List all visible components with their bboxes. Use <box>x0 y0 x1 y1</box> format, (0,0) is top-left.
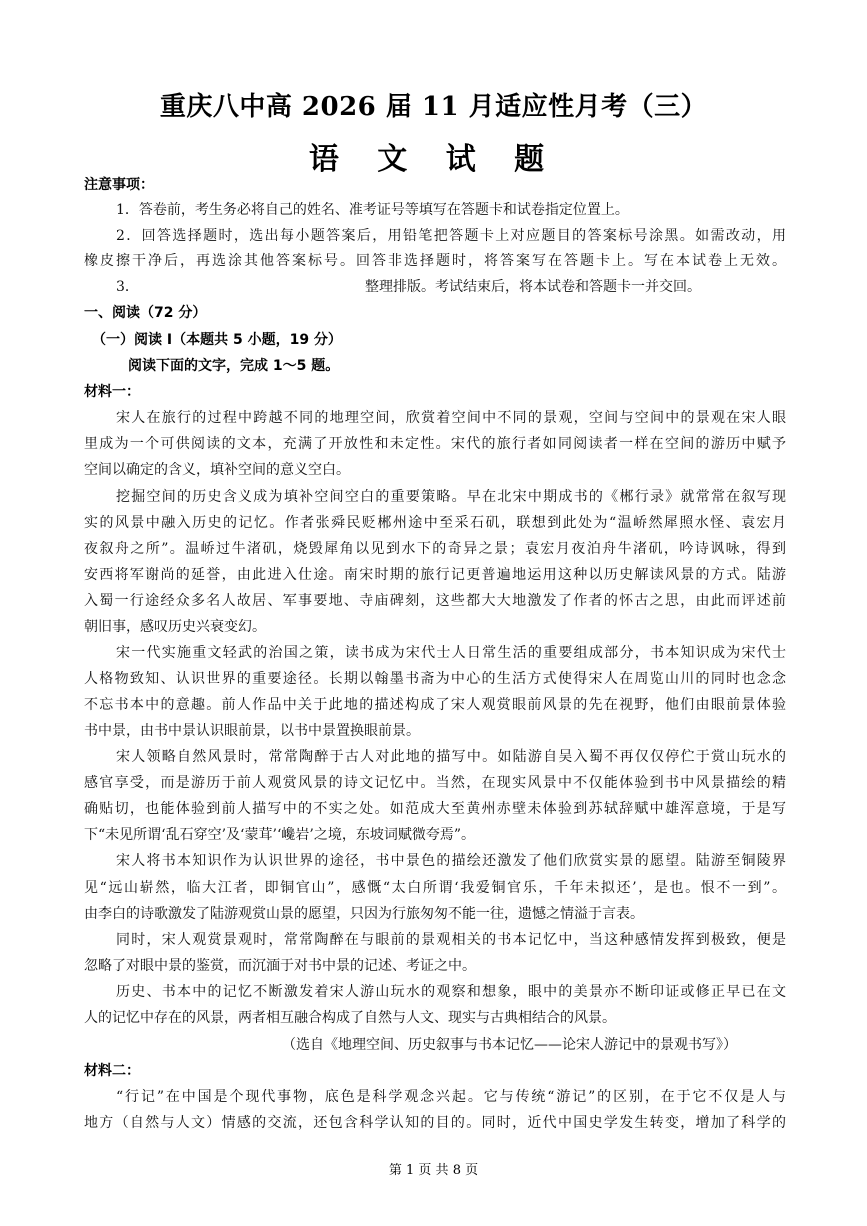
note-item-2-line-2: 橡皮擦干净后，再选涂其他答案标号。回答非选择题时，将答案写在答题卡上。写在本试卷上无效。 <box>84 253 786 269</box>
material-2-line: 地方（自然与人文）情感的交流，还包含科学认知的目的。同时，近代中国史学发生转变，增加了科学的 <box>84 1115 786 1131</box>
material-1-line: 宋人在旅行的过程中跨越不同的地理空间，欣赏着空间中不同的景观，空间与空间中的景观在宋人眼 <box>116 410 786 426</box>
material-1-line: 宋人将书本知识作为认识世界的途径，书中景色的描绘还激发了他们欣赏实景的愿望。陆游至铜陵界 <box>116 853 786 869</box>
material-1-line: 下“未见所谓‘乱石穿空’及‘蒙茸’‘巉岩’之境，东坡词赋微夸焉”。 <box>84 827 476 843</box>
material-1-line: 人的记忆中存在的风景，两者相互融合构成了自然与人文、现实与古典相结合的风景。 <box>84 1010 616 1026</box>
material-1-line: 见“远山崭然，临大江者，即铜官山”，感慨“太白所谓‘我爱铜官乐，千年未拟还’，是也。恨不一到”。 <box>84 880 786 896</box>
material-1-line: 夜叙舟之所”。温峤过牛渚矶，烧毁犀角以见到水下的奇异之景；袁宏月夜泊舟牛渚矶，吟诗讽咏，得到 <box>84 541 786 557</box>
material-1-line: 安西将军谢尚的延誉，由此进入仕途。南宋时期的旅行记更普遍地运用这种以历史解读风景的方式。陆游 <box>84 567 786 583</box>
material-2-heading: 材料二： <box>84 1063 140 1079</box>
material-1-line: 挖掘空间的历史含义成为填补空间空白的重要策略。早在北宋中期成书的《郴行录》就常常在叙写现 <box>116 489 786 505</box>
material-1-line: 宋人领略自然风景时，常常陶醉于古人对此地的描写中。如陆游自吴入蜀不再仅仅停伫于赏山玩水的 <box>116 749 786 765</box>
note-item-1: 1．答卷前，考生务必将自己的姓名、准考证号等填写在答题卡和试卷指定位置上。 <box>116 202 629 218</box>
material-1-line: 感官享受，而是游历于前人观赏风景的诗文记忆中。当然，在现实风景中不仅能体验到书中风景描绘的精 <box>84 775 786 791</box>
material-1-line: 书中景，由书中景认识眼前景，以书中景置换眼前景。 <box>84 723 420 739</box>
material-1-source: （选自《地理空间、历史叙事与书本记忆——论宋人游记中的景观书写》） <box>282 1037 737 1053</box>
material-1-line: 不忘书本中的意趣。前人作品中关于此地的描述构成了宋人观赏眼前风景的先在视野，他们由眼前景体验 <box>84 697 786 713</box>
material-2-line: “行记”在中国是个现代事物，底色是科学观念兴起。它与传统“游记”的区别，在于它不仅是人与 <box>116 1089 786 1105</box>
reading-instruction: 阅读下面的文字，完成 1～5 题。 <box>128 358 340 374</box>
notes-heading: 注意事项： <box>84 177 154 193</box>
note-item-3-text: 整理排版。考试结束后，将本试卷和答题卡一并交回。 <box>365 279 701 295</box>
material-1-line: 入蜀一行途经众多名人故居、军事要地、寺庙碑刻，这些都大大地激发了作者的怀古之思，由此而评述前 <box>84 593 786 609</box>
exam-title: 重庆八中高 2026 届 11 月适应性月考（三） <box>159 92 708 122</box>
material-1-line: 人格物致知、认识世界的重要途径。长期以翰墨书斋为中心的生活方式使得宋人在周览山川的同时也念念 <box>84 671 786 687</box>
material-1-line: 确贴切，也能体验到前人描写中的不实之处。如范成大至黄州赤壁未体验到苏轼辞赋中雄浑意境，于是写 <box>84 801 786 817</box>
note-item-2-line-1: 2．回答选择题时，选出每小题答案后，用铅笔把答题卡上对应题目的答案标号涂黑。如需改动，用 <box>116 228 786 244</box>
material-1-line: 里成为一个可供阅读的文本，充满了开放性和未定性。宋代的旅行者如同阅读者一样在空间的游历中赋予 <box>84 436 786 452</box>
material-1-line: 朝旧事，感叹历史兴衰变幻。 <box>84 619 266 635</box>
material-1-heading: 材料一： <box>84 384 140 400</box>
page-number: 第 1 页 共 8 页 <box>388 1163 479 1178</box>
material-1-line: 历史、书本中的记忆不断激发着宋人游山玩水的观察和想象，眼中的美景亦不断印证或修正早已在文 <box>116 984 786 1000</box>
material-1-line: 由李白的诗歌激发了陆游观赏山景的愿望，只因为行旅匆匆不能一往，遗憾之情溢于言表。 <box>84 906 644 922</box>
subsection-heading: （一）阅读 I（本题共 5 小题，19 分） <box>92 332 342 348</box>
material-1-line: 实的风景中融入历史的记忆。作者张舜民贬郴州途中至采石矶，联想到此处为“温峤然犀照水怪、袁宏月 <box>84 515 786 531</box>
material-1-line: 宋一代实施重文轻武的治国之策，读书成为宋代士人日常生活的重要组成部分，书本知识成为宋代士 <box>116 645 786 661</box>
subject-title: 语 文 试 题 <box>308 142 559 177</box>
material-1-line: 同时，宋人观赏景观时，常常陶醉在与眼前的景观相关的书本记忆中，当这种感情发挥到极致，便是 <box>116 932 786 948</box>
note-item-3-number: 3． <box>116 279 139 295</box>
material-1-line: 空间以确定的含义，填补空间的意义空白。 <box>84 462 350 478</box>
material-1-line: 忽略了对眼中景的鉴赏，而沉湎于对书中景的记述、考证之中。 <box>84 958 476 974</box>
section-heading: 一、阅读（72 分） <box>84 305 207 321</box>
